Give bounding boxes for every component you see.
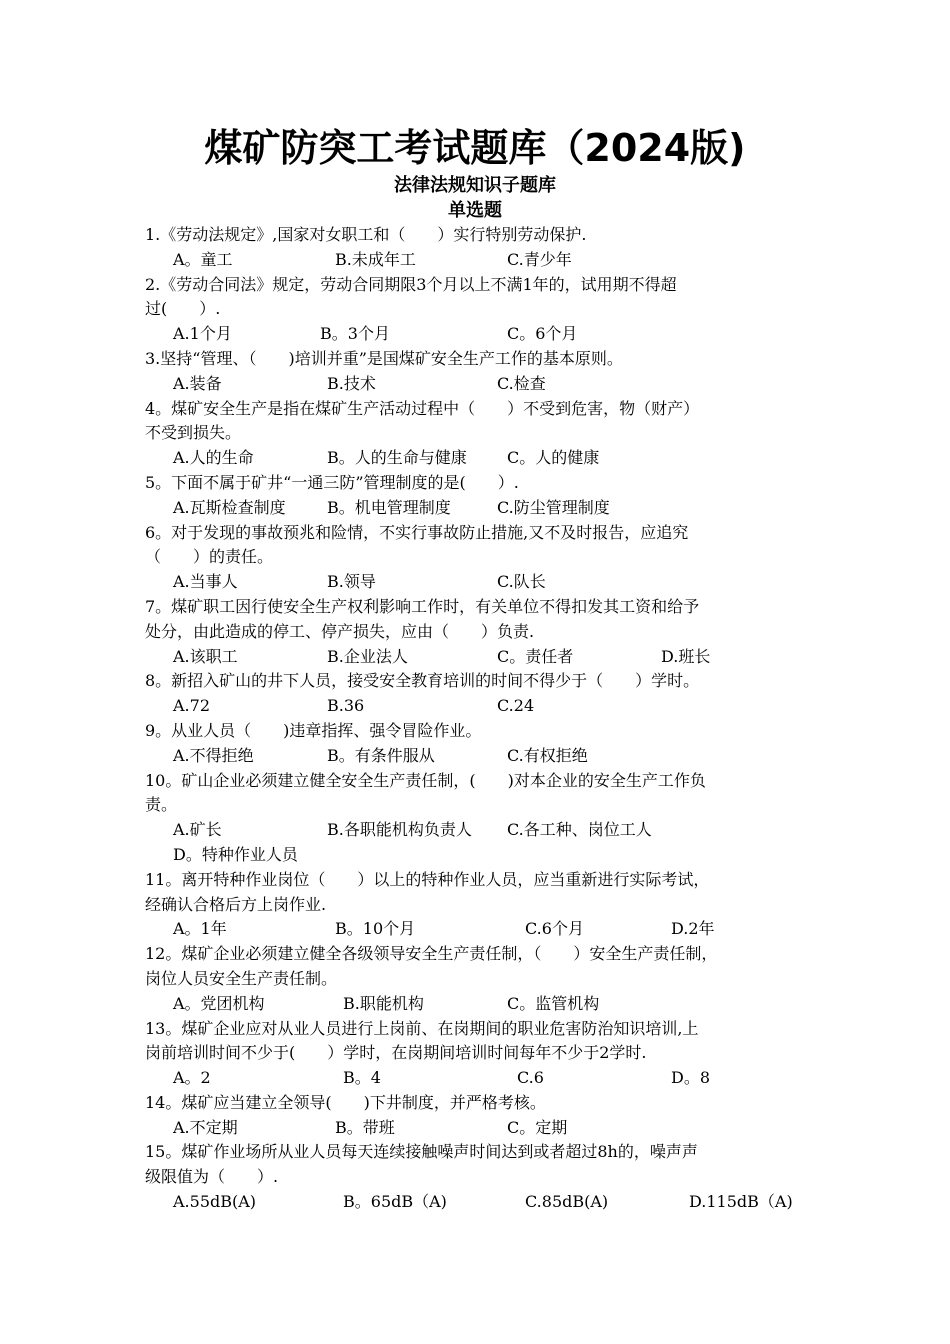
question-text-line: 1.《劳动法规定》,国家对女职工和（ ）实行特别劳动保护. [145,225,587,244]
question-1 [145,223,825,273]
option-row [145,843,825,868]
answer-option: A。童工 [173,249,233,269]
answer-option: B。4 [343,1068,381,1088]
option-row [145,570,825,595]
answer-option: B.36 [327,696,365,716]
answer-option: A.不定期 [173,1117,238,1137]
answer-option: C.有权拒绝 [507,745,588,765]
question-6 [145,521,825,595]
answer-option: B.技术 [327,373,376,393]
question-text-line: 岗前培训时间不少于( ）学时，在岗期间培训时间每年不少于2学时. [145,1043,647,1063]
answer-option: A.当事人 [173,572,238,592]
question-text-line: 经确认合格后方上岗作业. [145,894,327,914]
answer-option: A.瓦斯检查制度 [173,497,286,517]
answer-option: B.未成年工 [335,249,416,269]
answer-option: C.6个月 [525,919,584,939]
answer-option: D.115dB（A) [689,1192,793,1212]
answer-option: C.检查 [497,373,546,393]
answer-option: B。有条件服从 [327,745,435,765]
question-text-line: 2.《劳动合同法》规定，劳动合同期限3个月以上不满1年的，试用期不得超 [145,274,677,294]
option-row [145,322,825,347]
question-text-line: 6。对于发现的事故预兆和险情，不实行事故防止措施,又不及时报告，应追究 [145,522,689,542]
answer-option: A.人的生命 [173,448,254,468]
question-12 [145,942,825,1016]
option-row [145,1190,825,1215]
question-5 [145,471,825,521]
answer-option: B。10个月 [335,919,416,939]
answer-option: A.矿长 [173,820,222,840]
option-row [145,446,825,471]
question-2 [145,273,825,347]
answer-option: B.企业法人 [327,646,408,666]
question-text-line: 10。矿山企业必须建立健全安全生产责任制，( )对本企业的安全生产工作负 [145,770,706,790]
question-3 [145,347,825,397]
document-title: 煤矿防突工考试题库（2024版) [204,126,746,170]
subsection-title: 单选题 [448,200,502,221]
answer-option: B.职能机构 [343,993,424,1013]
question-text-line: 9。从业人员（ )违章指挥、强令冒险作业。 [145,720,482,740]
question-9 [145,719,825,769]
answer-option: B。带班 [335,1117,395,1137]
question-4 [145,397,825,471]
option-row [145,818,825,843]
option-row [145,917,825,942]
answer-option: B。3个月 [320,324,390,344]
question-text-line: 13。煤矿企业应对从业人员进行上岗前、在岗期间的职业危害防治知识培训,上 [145,1018,699,1038]
question-11 [145,868,825,942]
question-14 [145,1091,825,1141]
option-row [145,1116,825,1141]
answer-option: B.各职能机构负责人 [327,820,472,840]
answer-option: A.不得拒绝 [173,745,254,765]
option-row [145,694,825,719]
question-text-line: 处分，由此造成的停工、停产损失，应由（ ）负责. [145,621,535,641]
question-text-line: 3.坚持“管理、（ )培训并重”是国煤矿安全生产工作的基本原则。 [145,348,623,368]
answer-option: B。机电管理制度 [327,497,451,517]
option-row [145,1066,825,1091]
question-text-line: 岗位人员安全生产责任制。 [145,968,338,988]
answer-option: C。人的健康 [507,448,600,468]
question-text-line: 5。下面不属于矿井“一通三防”管理制度的是( ）. [145,472,519,492]
option-row [145,248,825,273]
answer-option: C。责任者 [497,646,574,666]
answer-option: C.青少年 [507,249,572,269]
answer-option: A.1个月 [173,324,232,344]
answer-option: B.领导 [327,572,376,592]
answer-option: C.防尘管理制度 [497,497,610,517]
question-text-line: 级限值为（ ）. [145,1167,279,1187]
answer-option: A。2 [173,1068,211,1088]
answer-option: C。监管机构 [507,993,600,1013]
section-title: 法律法规知识子题库 [394,175,556,196]
question-text-line: 7。煤矿职工因行使安全生产权利影响工作时，有关单位不得扣发其工资和给予 [145,596,700,616]
question-text-line: （ ）的责任。 [145,547,274,567]
option-row [145,645,825,670]
answer-option: A。1年 [173,919,227,939]
question-text-line: 8。新招入矿山的井下人员，接受安全教育培训的时间不得少于（ ）学时。 [145,671,700,691]
option-row [145,744,825,769]
answer-option: A.该职工 [173,646,238,666]
answer-option: D.班长 [661,646,711,666]
answer-option: C.队长 [497,572,546,592]
question-10 [145,769,825,868]
question-text-line: 4。煤矿安全生产是指在煤矿生产活动过程中（ ）不受到危害，物（财产） [145,398,700,418]
answer-option: D。特种作业人员 [173,844,298,864]
question-text-line: 过( ）. [145,299,221,319]
answer-option: C。6个月 [507,324,578,344]
answer-option: B。人的生命与健康 [327,448,467,468]
question-text-line: 不受到损失。 [145,423,242,443]
answer-option: B。65dB（A) [343,1192,447,1212]
question-text-line: 责。 [145,795,178,815]
answer-option: C.各工种、岗位工人 [507,820,652,840]
question-7 [145,595,825,669]
question-text-line: 11。离开特种作业岗位（ ）以上的特种作业人员，应当重新进行实际考试， [145,869,710,889]
answer-option: A.72 [173,696,210,716]
answer-option: C。定期 [507,1117,568,1137]
answer-option: D.2年 [671,919,715,939]
question-list [145,223,825,1215]
question-text-line: 15。煤矿作业场所从业人员每天连续接触噪声时间达到或者超过8h的，噪声声 [145,1142,698,1162]
option-row [145,372,825,397]
answer-option: C.85dB(A) [525,1192,609,1212]
question-15 [145,1140,825,1214]
answer-option: A.55dB(A) [173,1192,257,1212]
question-8 [145,669,825,719]
answer-option: D。8 [671,1068,711,1088]
question-text-line: 14。煤矿应当建立全领导( )下井制度，并严格考核。 [145,1092,546,1112]
answer-option: C.24 [497,696,535,716]
option-row [145,992,825,1017]
answer-option: A.装备 [173,373,222,393]
option-row [145,496,825,521]
answer-option: C.6 [517,1068,544,1088]
question-13 [145,1017,825,1091]
answer-option: A。党团机构 [173,993,265,1013]
question-text-line: 12。煤矿企业必须建立健全各级领导安全生产责任制，（ ）安全生产责任制， [145,944,718,964]
